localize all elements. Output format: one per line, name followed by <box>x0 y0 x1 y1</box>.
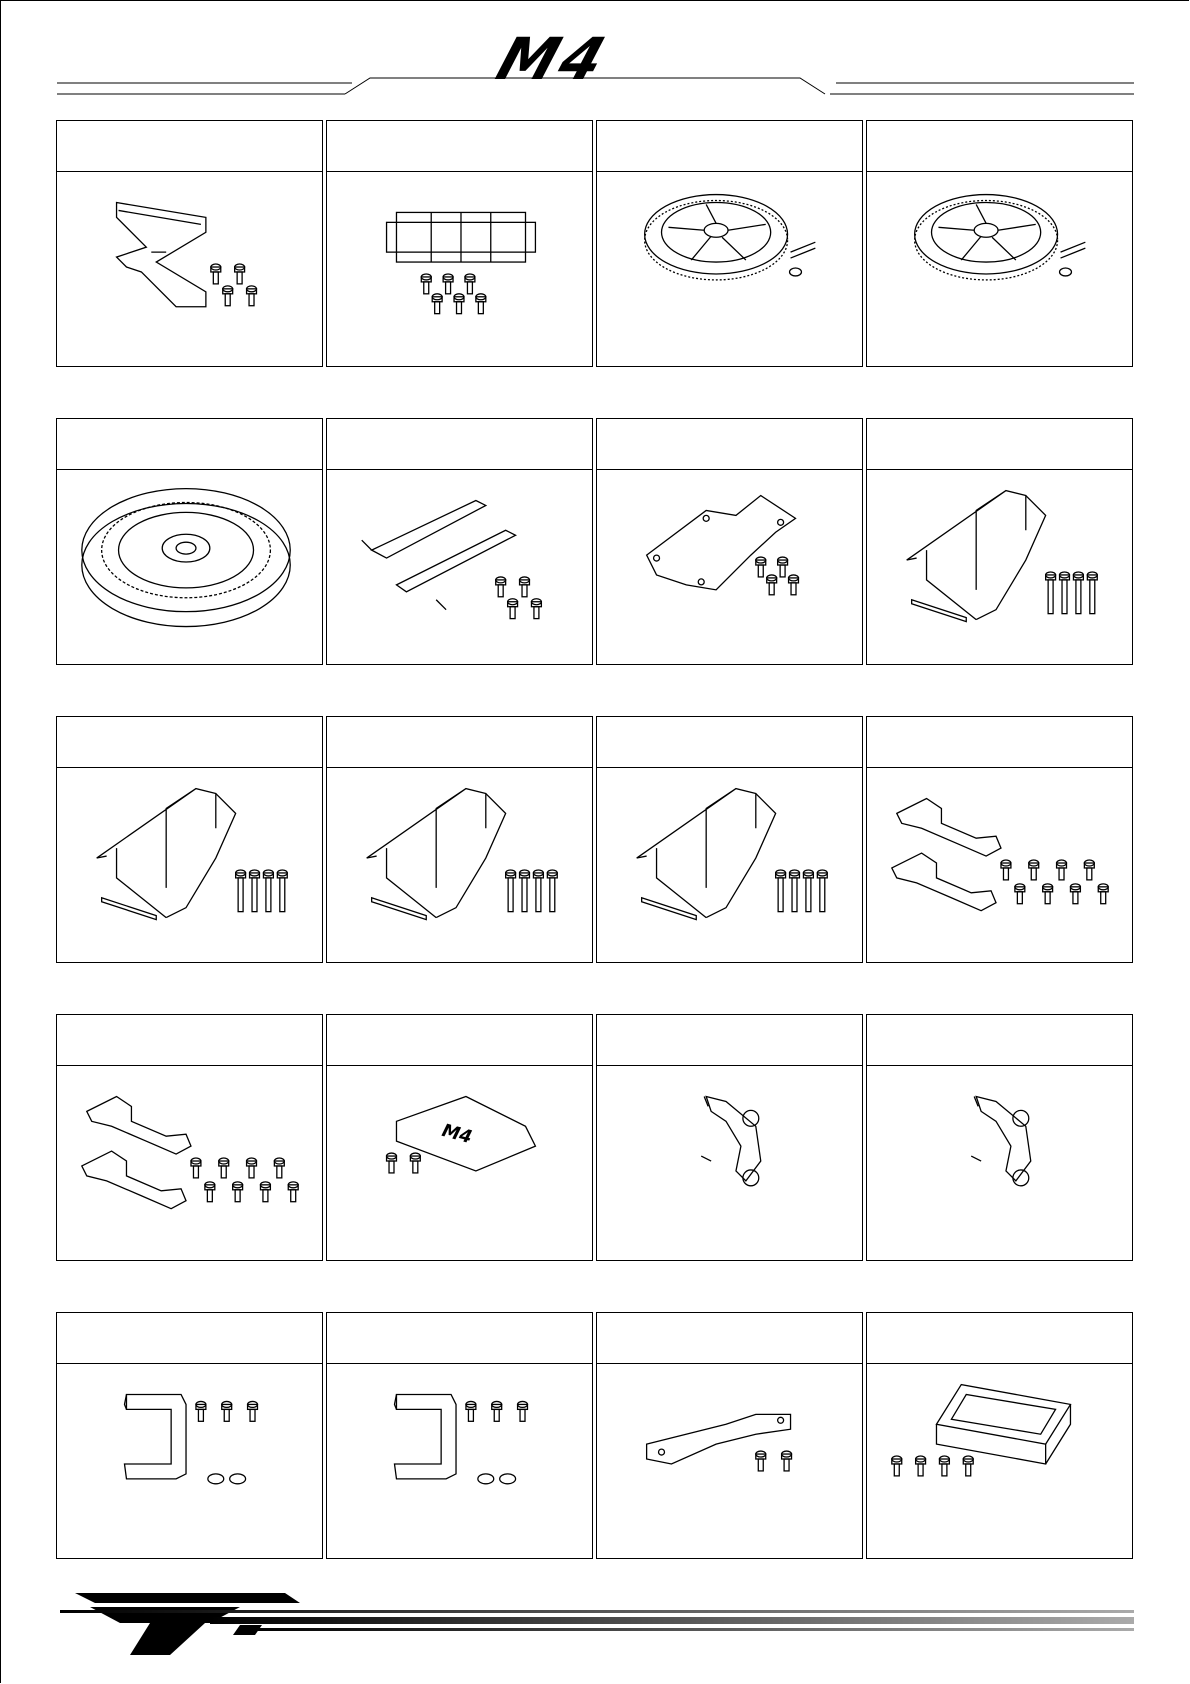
servo-mount-pair-with-screws-icon <box>57 1066 322 1260</box>
bracket-with-screws-washers-icon <box>327 1364 592 1558</box>
one-way-gear-hub-icon <box>57 470 322 664</box>
part-label <box>327 1313 592 1364</box>
footer-brand-graphic <box>0 1585 1190 1665</box>
part-label <box>327 1015 592 1066</box>
bracket-with-screws-washers-icon <box>57 1364 322 1558</box>
part-card <box>866 716 1133 963</box>
servo-mount-pair-with-screws-icon <box>867 768 1132 962</box>
part-card <box>326 1312 593 1559</box>
part-card <box>326 120 593 367</box>
part-card <box>866 1014 1133 1261</box>
page-footer <box>0 1585 1190 1665</box>
landing-skid-with-bolts-icon <box>327 768 592 962</box>
main-gear-with-bolt-icon <box>597 172 862 366</box>
part-card <box>56 120 323 367</box>
svg-text:M4: M4 <box>439 1120 475 1149</box>
logo-plate-with-screws-icon <box>327 1066 592 1260</box>
motor-mount-block-with-screws-icon <box>867 1364 1132 1558</box>
main-gear-with-bolt-icon <box>867 172 1132 366</box>
landing-gear-struts-icon <box>327 470 592 664</box>
part-card <box>326 418 593 665</box>
part-card <box>326 716 593 963</box>
part-label <box>597 717 862 768</box>
mounting-plate-with-screws-icon <box>327 172 592 366</box>
part-label <box>57 1015 322 1066</box>
part-card <box>596 120 863 367</box>
part-label <box>57 419 322 470</box>
part-label <box>867 1313 1132 1364</box>
part-label <box>867 121 1132 172</box>
parts-grid <box>56 120 1134 1560</box>
part-label <box>57 121 322 172</box>
part-label <box>867 1015 1132 1066</box>
part-card <box>56 1312 323 1559</box>
part-card <box>866 418 1133 665</box>
part-label <box>327 121 592 172</box>
frame-brace-with-screws-icon <box>57 172 322 366</box>
part-label <box>327 717 592 768</box>
part-card <box>596 716 863 963</box>
part-card <box>56 418 323 665</box>
part-card <box>56 716 323 963</box>
part-card <box>596 1312 863 1559</box>
bottom-plate-with-screws-icon <box>597 470 862 664</box>
m4-logo: M4 <box>488 25 618 93</box>
landing-skid-with-bolts-icon <box>867 470 1132 664</box>
part-card <box>596 418 863 665</box>
connecting-arm-with-screws-icon <box>597 1364 862 1558</box>
part-label <box>597 1313 862 1364</box>
part-card <box>326 1014 593 1261</box>
part-label <box>597 121 862 172</box>
part-card <box>866 120 1133 367</box>
part-card <box>56 1014 323 1261</box>
part-label <box>327 419 592 470</box>
bearing-arm-icon <box>867 1066 1132 1260</box>
part-label <box>867 717 1132 768</box>
bearing-arm-icon <box>597 1066 862 1260</box>
part-label <box>597 419 862 470</box>
part-label <box>57 717 322 768</box>
part-card <box>596 1014 863 1261</box>
page-header <box>0 0 1190 110</box>
landing-skid-with-bolts-icon <box>57 768 322 962</box>
part-label <box>57 1313 322 1364</box>
part-label <box>597 1015 862 1066</box>
part-label <box>867 419 1132 470</box>
landing-skid-with-bolts-icon <box>597 768 862 962</box>
part-card <box>866 1312 1133 1559</box>
